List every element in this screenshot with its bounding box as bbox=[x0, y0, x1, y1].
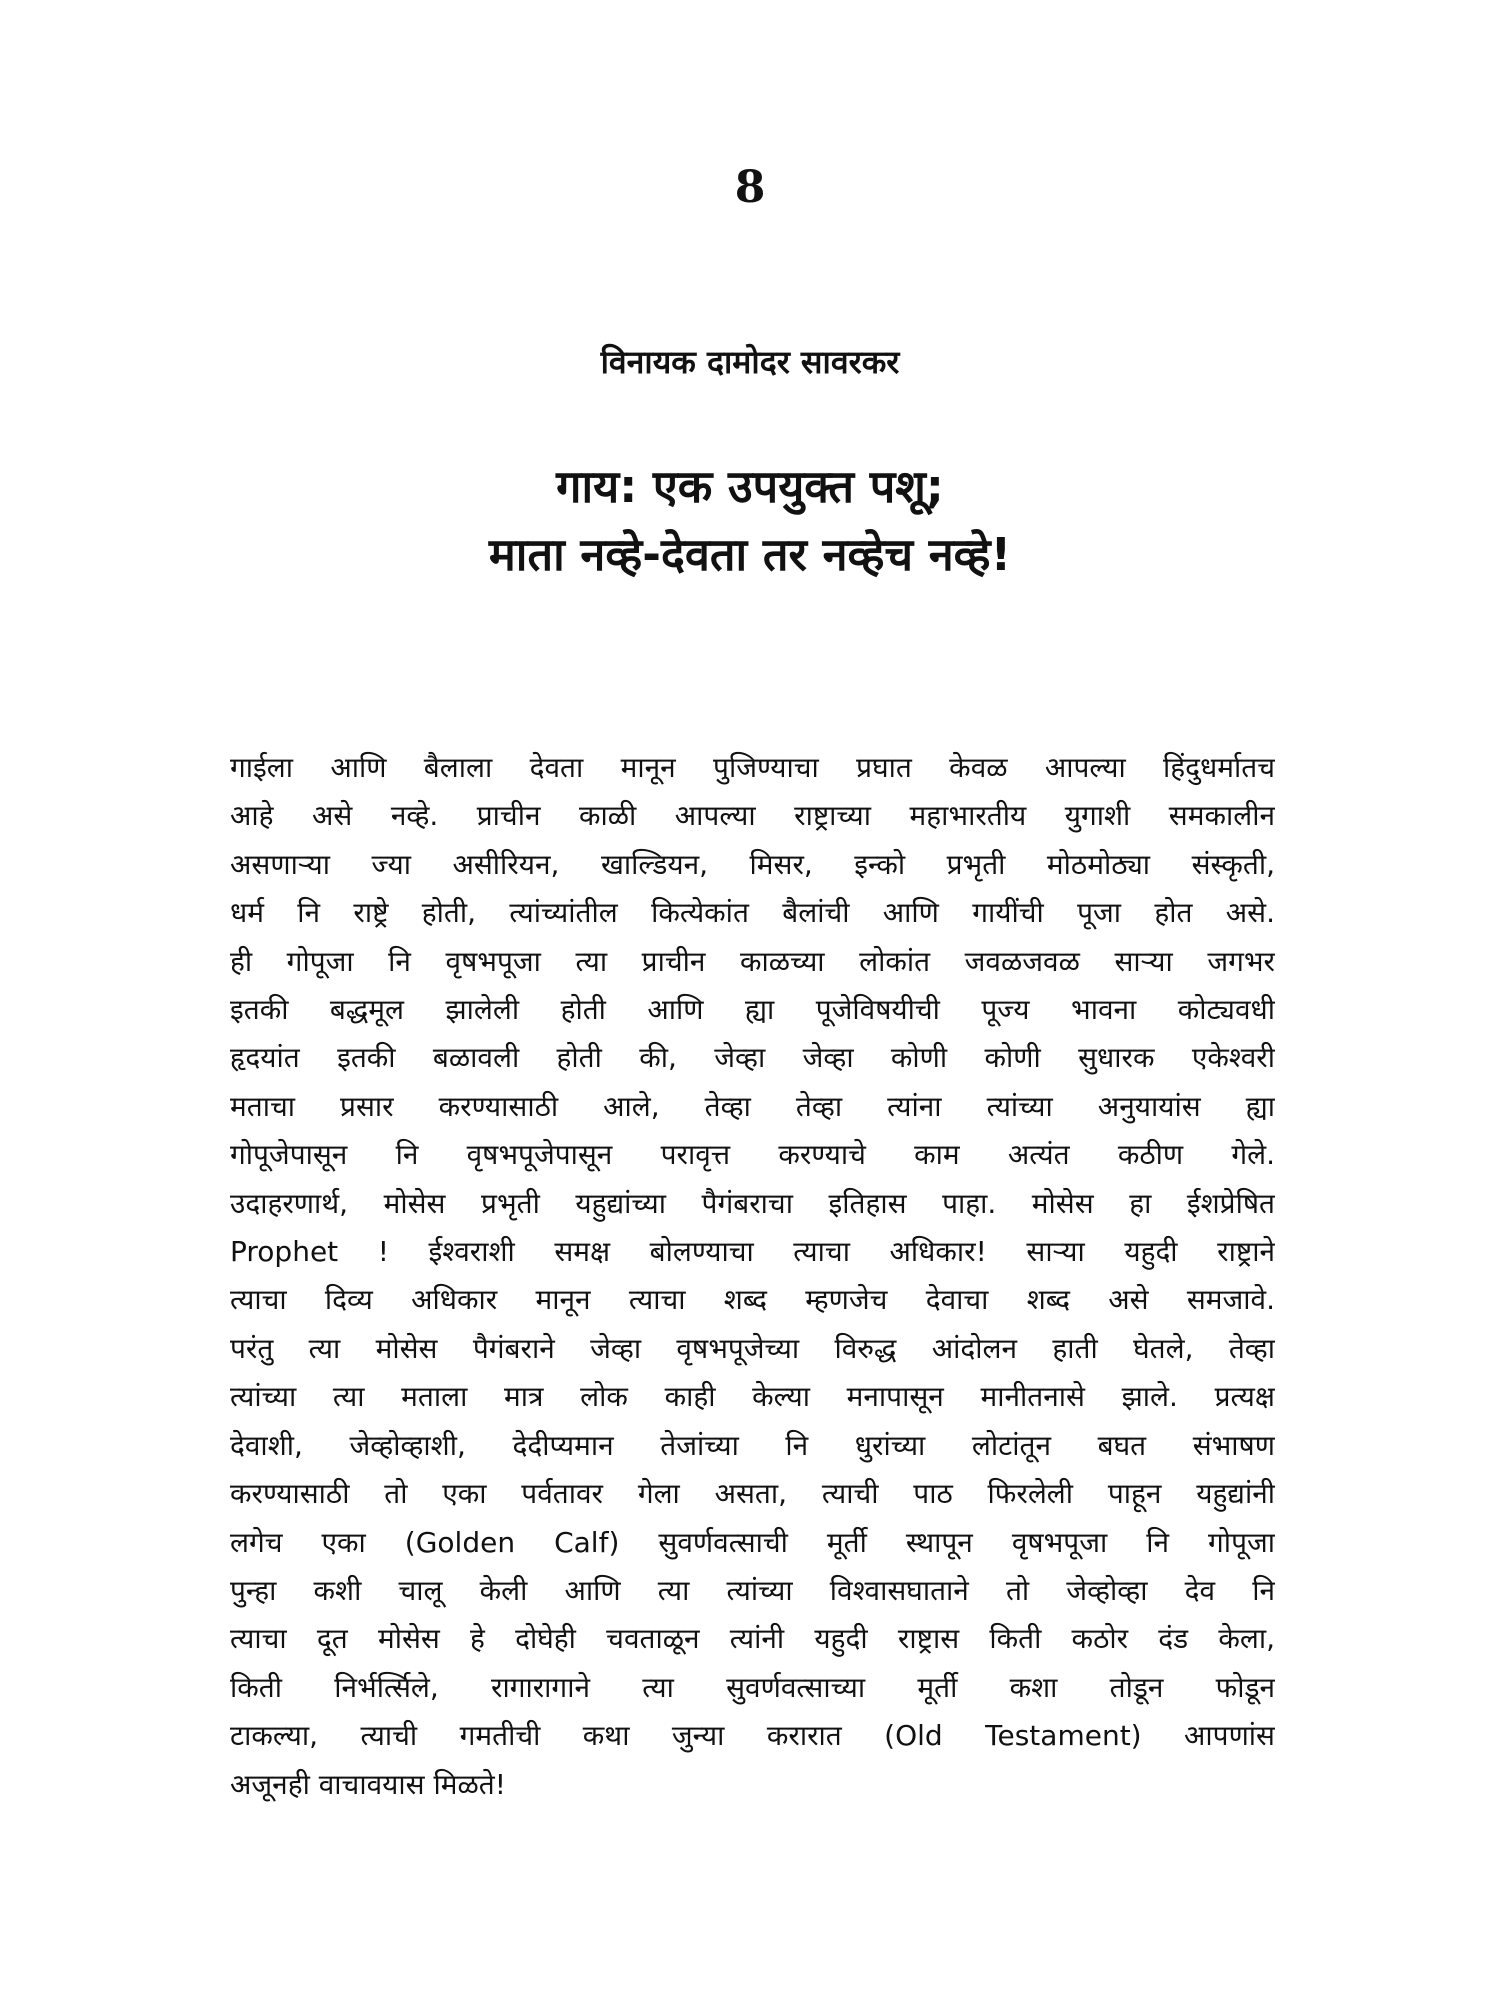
body-line: देवाशी, जेव्होव्हाशी, देदीप्यमान तेजांच्या नि धुरांच्या लोटांतून बघत संभाषण bbox=[230, 1428, 1275, 1462]
body-line: पुन्हा कशी चालू केली आणि त्या त्यांच्या विश्वासघाताने तो जेव्होव्हा देव नि bbox=[230, 1573, 1275, 1607]
body-line: परंतु त्या मोसेस पैगंबराने जेव्हा वृषभपूजेच्या विरुद्ध आंदोलन हाती घेतले, तेव्हा bbox=[230, 1331, 1275, 1365]
body-line: गोपूजेपासून नि वृषभपूजेपासून परावृत्त करण्याचे काम अत्यंत कठीण गेले. bbox=[230, 1138, 1275, 1172]
body-line: Prophet ! ईश्वराशी समक्ष बोलण्याचा त्याचा अधिकार! साऱ्या यहुदी राष्ट्राने bbox=[230, 1235, 1275, 1269]
body-line: गाईला आणि बैलाला देवता मानून पुजिण्याचा प्रघात केवळ आपल्या हिंदुधर्मातच bbox=[230, 751, 1275, 784]
body-line: हृदयांत इतकी बळावली होती की, जेव्हा जेव्हा कोणी कोणी सुधारक एकेश्वरी bbox=[230, 1041, 1275, 1075]
body-line: त्याचा दूत मोसेस हे दोघेही चवताळून त्यांनी यहुदी राष्ट्रास किती कठोर दंड केला, bbox=[230, 1622, 1275, 1656]
body-line: इतकी बद्धमूल झालेली होती आणि ह्या पूजेविषयीची पूज्य भावना कोट्यवधी bbox=[230, 993, 1275, 1027]
body-line: उदाहरणार्थ, मोसेस प्रभृती यहुद्यांच्या पैगंबराचा इतिहास पाहा. मोसेस हा ईशप्रेषित bbox=[230, 1186, 1275, 1220]
body-line: असणाऱ्या ज्या असीरियन, खाल्डियन, मिसर, इन्को प्रभृती मोठमोठ्या संस्कृती, bbox=[230, 847, 1275, 881]
body-paragraph bbox=[230, 744, 1275, 1809]
chapter-title-line-1: गाय: एक उपयुक्त पशू; bbox=[556, 460, 944, 513]
body-line: अजूनही वाचावयास मिळते! bbox=[230, 1767, 506, 1801]
chapter-title-line-2: माता नव्हे-देवता तर नव्हेच नव्हे! bbox=[488, 528, 1012, 581]
body-line: मताचा प्रसार करण्यासाठी आले, तेव्हा तेव्हा त्यांना त्यांच्या अनुयायांस ह्या bbox=[230, 1089, 1275, 1123]
body-line: त्याचा दिव्य अधिकार मानून त्याचा शब्द म्हणजेच देवाचा शब्द असे समजावे. bbox=[230, 1283, 1275, 1317]
body-line: त्यांच्या त्या मताला मात्र लोक काही केल्या मनापासून मानीतनासे झाले. प्रत्यक्ष bbox=[230, 1380, 1275, 1414]
author-name: विनायक दामोदर सावरकर bbox=[600, 343, 900, 381]
body-line: करण्यासाठी तो एका पर्वतावर गेला असता, त्याची पाठ फिरलेली पाहून यहुद्यांनी bbox=[230, 1477, 1275, 1511]
body-line: ही गोपूजा नि वृषभपूजा त्या प्राचीन काळच्या लोकांत जवळजवळ साऱ्या जगभर bbox=[230, 944, 1275, 978]
body-line: लगेच एका (Golden Calf) सुवर्णवत्साची मूर्ती स्थापून वृषभपूजा नि गोपूजा bbox=[230, 1525, 1275, 1559]
body-line: टाकल्या, त्याची गमतीची कथा जुन्या करारात (Old Testament) आपणांस bbox=[230, 1719, 1275, 1753]
body-line: किती निर्भर्त्सिले, रागारागाने त्या सुवर्णवत्साच्या मूर्ती कशा तोडून फोडून bbox=[230, 1670, 1275, 1704]
body-line: धर्म नि राष्ट्रे होती, त्यांच्यांतील कित्येकांत बैलांची आणि गायींची पूजा होत असे. bbox=[230, 896, 1275, 930]
body-line: आहे असे नव्हे. प्राचीन काळी आपल्या राष्ट्राच्या महाभारतीय युगाशी समकालीन bbox=[230, 799, 1275, 833]
chapter-title bbox=[0, 453, 1500, 589]
chapter-number: 8 bbox=[734, 162, 766, 213]
